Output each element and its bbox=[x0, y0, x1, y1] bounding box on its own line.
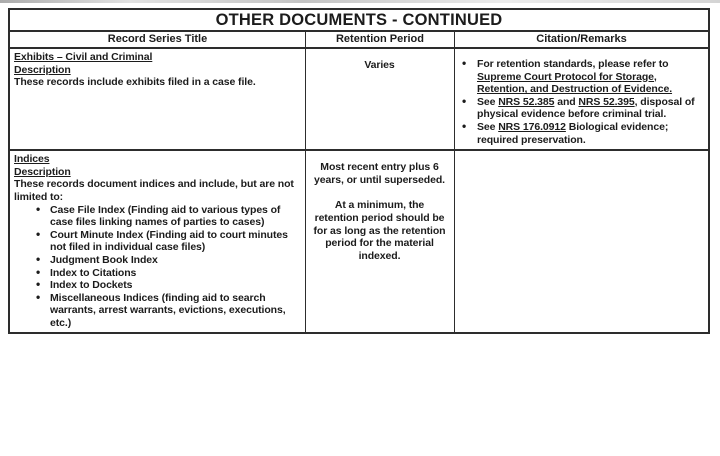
citation-text: See bbox=[477, 95, 499, 108]
citation-reference: NRS 52.395 bbox=[578, 95, 635, 108]
column-header-2: Citation/Remarks bbox=[536, 33, 627, 45]
citation-text: See bbox=[477, 120, 499, 133]
citation-reference: NRS 176.0912 bbox=[498, 120, 566, 133]
column-header-0: Record Series Title bbox=[10, 32, 306, 47]
citation-item bbox=[462, 121, 703, 146]
citation-text: Biological evidence; required preservation. bbox=[477, 120, 669, 146]
list-item: • Case File Index (Finding aid to various types of case files linking names of parties to cases) bbox=[36, 204, 300, 229]
retention-text: Varies bbox=[364, 59, 395, 71]
column-header-1: Retention Period bbox=[306, 32, 455, 47]
list-item: • Judgment Book Index bbox=[36, 254, 300, 267]
table-header-row bbox=[10, 32, 708, 49]
list-item: • Court Minute Index (Finding aid to court minutes not filed in individual case files) bbox=[36, 229, 300, 254]
citation-list bbox=[459, 58, 703, 146]
citation-cell bbox=[455, 151, 708, 332]
citation-reference: NRS 52.385 bbox=[498, 95, 555, 108]
record-series-cell bbox=[10, 151, 306, 332]
description-label: Description bbox=[14, 165, 71, 178]
record-series-heading: Indices bbox=[14, 153, 50, 166]
table-row bbox=[10, 49, 708, 151]
table-body bbox=[10, 49, 708, 332]
description-text: These records document indices and include, but are not limited to: bbox=[14, 178, 294, 203]
citation-text: For retention standards, please refer to bbox=[477, 58, 669, 70]
citation-text: , disposal of physical evidence before criminal trial. bbox=[477, 95, 695, 121]
list-item: • Miscellaneous Indices (finding aid to search warrants, arrest warrants, evictions, executions, etc.) bbox=[36, 292, 300, 330]
records-retention-table bbox=[8, 8, 710, 334]
table-title: OTHER DOCUMENTS - CONTINUED bbox=[10, 10, 708, 32]
record-series-cell bbox=[10, 49, 306, 149]
scan-artifact-strip bbox=[0, 0, 720, 3]
retention-cell bbox=[306, 151, 455, 332]
list-item: • Index to Citations bbox=[36, 267, 300, 280]
citation-item bbox=[462, 58, 703, 96]
description-label: Description bbox=[14, 63, 71, 76]
record-series-heading: Exhibits – Civil and Criminal bbox=[14, 51, 153, 63]
table-row bbox=[10, 151, 708, 332]
retention-text: Most recent entry plus 6 years, or until superseded. bbox=[314, 161, 445, 186]
citation-item bbox=[462, 96, 703, 121]
retention-text: At a minimum, the retention period should be for as long as the retention period for the material indexed. bbox=[313, 199, 446, 262]
description-text: These records include exhibits filed in a case file. bbox=[14, 76, 256, 89]
citation-cell bbox=[455, 49, 708, 149]
record-series-bullet-list bbox=[14, 204, 300, 330]
retention-cell bbox=[306, 49, 455, 149]
list-item: • Index to Dockets bbox=[36, 279, 300, 292]
citation-reference: Supreme Court Protocol for Storage, Retention, and Destruction of Evidence. bbox=[477, 70, 673, 96]
citation-text: and bbox=[554, 95, 579, 108]
